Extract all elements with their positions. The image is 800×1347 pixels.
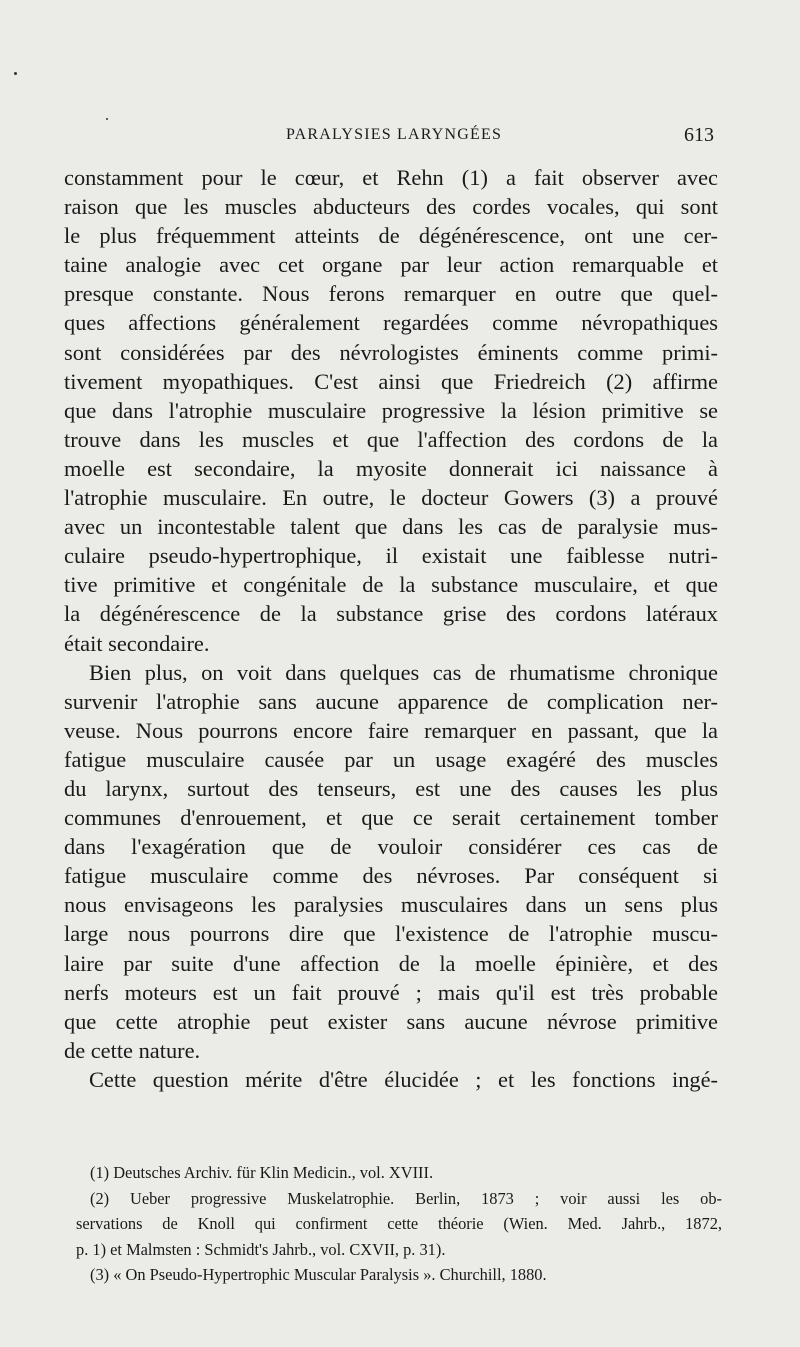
footnote-line: servations de Knoll qui confirment cette théorie (Wien. Med. Jahrb., 1872, (76, 1214, 722, 1233)
paragraph-2 (64, 658, 718, 1065)
paragraph-1 (64, 163, 718, 658)
text-line: la dégénérescence de la substance grise des cordons latéraux (64, 601, 718, 627)
page-header (64, 126, 714, 152)
footnotes (76, 1160, 722, 1288)
text-line: du larynx, surtout des tenseurs, est une des causes les plus (64, 775, 718, 801)
running-title: PARALYSIES LARYNGÉES (286, 126, 503, 143)
text-line: dans l'exagération que de vouloir considérer ces cas de (64, 834, 718, 860)
text-line: constamment pour le cœur, et Rehn (1) a fait observer avec (64, 165, 718, 190)
footnote-2 (76, 1186, 722, 1263)
page-number: 613 (684, 124, 714, 146)
text-line: survenir l'atrophie sans aucune apparence de complication ner- (64, 688, 718, 714)
text-line: trouve dans les muscles et que l'affection des cordons de la (64, 426, 718, 452)
text-line: taine analogie avec cet organe par leur action remarquable et (64, 252, 718, 278)
text-line: raison que les muscles abducteurs des cordes vocales, qui sont (64, 194, 718, 220)
text-line: était secondaire. (64, 630, 210, 656)
text-line: nerfs moteurs est un fait prouvé ; mais qu'il est très probable (64, 979, 718, 1005)
text-line: le plus fréquemment atteints de dégénérescence, ont une cer- (64, 223, 718, 249)
paragraph-3 (64, 1065, 718, 1094)
text-line: laire par suite d'une affection de la moelle épinière, et des (64, 950, 718, 976)
text-line: l'atrophie musculaire. En outre, le docteur Gowers (3) a prouvé (64, 485, 718, 511)
text-line: Bien plus, on voit dans quelques cas de rhumatisme chronique (89, 659, 718, 685)
text-line: tivement myopathiques. C'est ainsi que Friedreich (2) affirme (64, 368, 718, 394)
text-line: communes d'enrouement, et que ce serait certainement tomber (64, 805, 718, 831)
text-line: sont considérées par des névrologistes éminents comme primi- (64, 339, 718, 365)
text-line: fatigue musculaire comme des névroses. Par conséquent si (64, 863, 718, 889)
text-line: presque constante. Nous ferons remarquer en outre que quel- (64, 281, 718, 307)
text-line: que dans l'atrophie musculaire progressive la lésion primitive se (64, 397, 718, 423)
footnote-line: (1) Deutsches Archiv. für Klin Medicin., vol. XVIII. (90, 1163, 434, 1182)
text-line: de cette nature. (64, 1037, 201, 1063)
scan-speck (14, 72, 17, 75)
footnote-3 (76, 1262, 722, 1288)
text-line: fatigue musculaire causée par un usage exagéré des muscles (64, 746, 718, 772)
text-line: moelle est secondaire, la myosite donnerait ici naissance à (64, 455, 718, 481)
text-line: tive primitive et congénitale de la substance musculaire, et que (64, 572, 718, 598)
body-text (64, 163, 718, 1094)
footnote-line: p. 1) et Malmsten : Schmidt's Jahrb., vol. CXVII, p. 31). (76, 1239, 446, 1259)
footnote-line: (3) « On Pseudo-Hypertrophic Muscular Paralysis ». Churchill, 1880. (90, 1265, 547, 1284)
text-line: culaire pseudo-hypertrophique, il existait une faiblesse nutri- (64, 543, 718, 569)
text-line: Cette question mérite d'être élucidée ; et les fonctions ingé- (89, 1066, 718, 1092)
text-line: ques affections généralement regardées comme névropathiques (64, 310, 718, 336)
text-line: que cette atrophie peut exister sans aucune névrose primitive (64, 1008, 718, 1034)
text-line: large nous pourrons dire que l'existence de l'atrophie muscu- (64, 921, 718, 947)
text-line: avec un incontestable talent que dans les cas de paralysie mus- (64, 514, 718, 540)
footnote-line: (2) Ueber progressive Muskelatrophie. Berlin, 1873 ; voir aussi les ob- (90, 1188, 722, 1208)
text-line: nous envisageons les paralysies musculaires dans un sens plus (64, 892, 718, 918)
scan-speck (106, 118, 108, 120)
text-line: veuse. Nous pourrons encore faire remarquer en passant, que la (64, 717, 718, 743)
footnote-1 (76, 1160, 722, 1186)
